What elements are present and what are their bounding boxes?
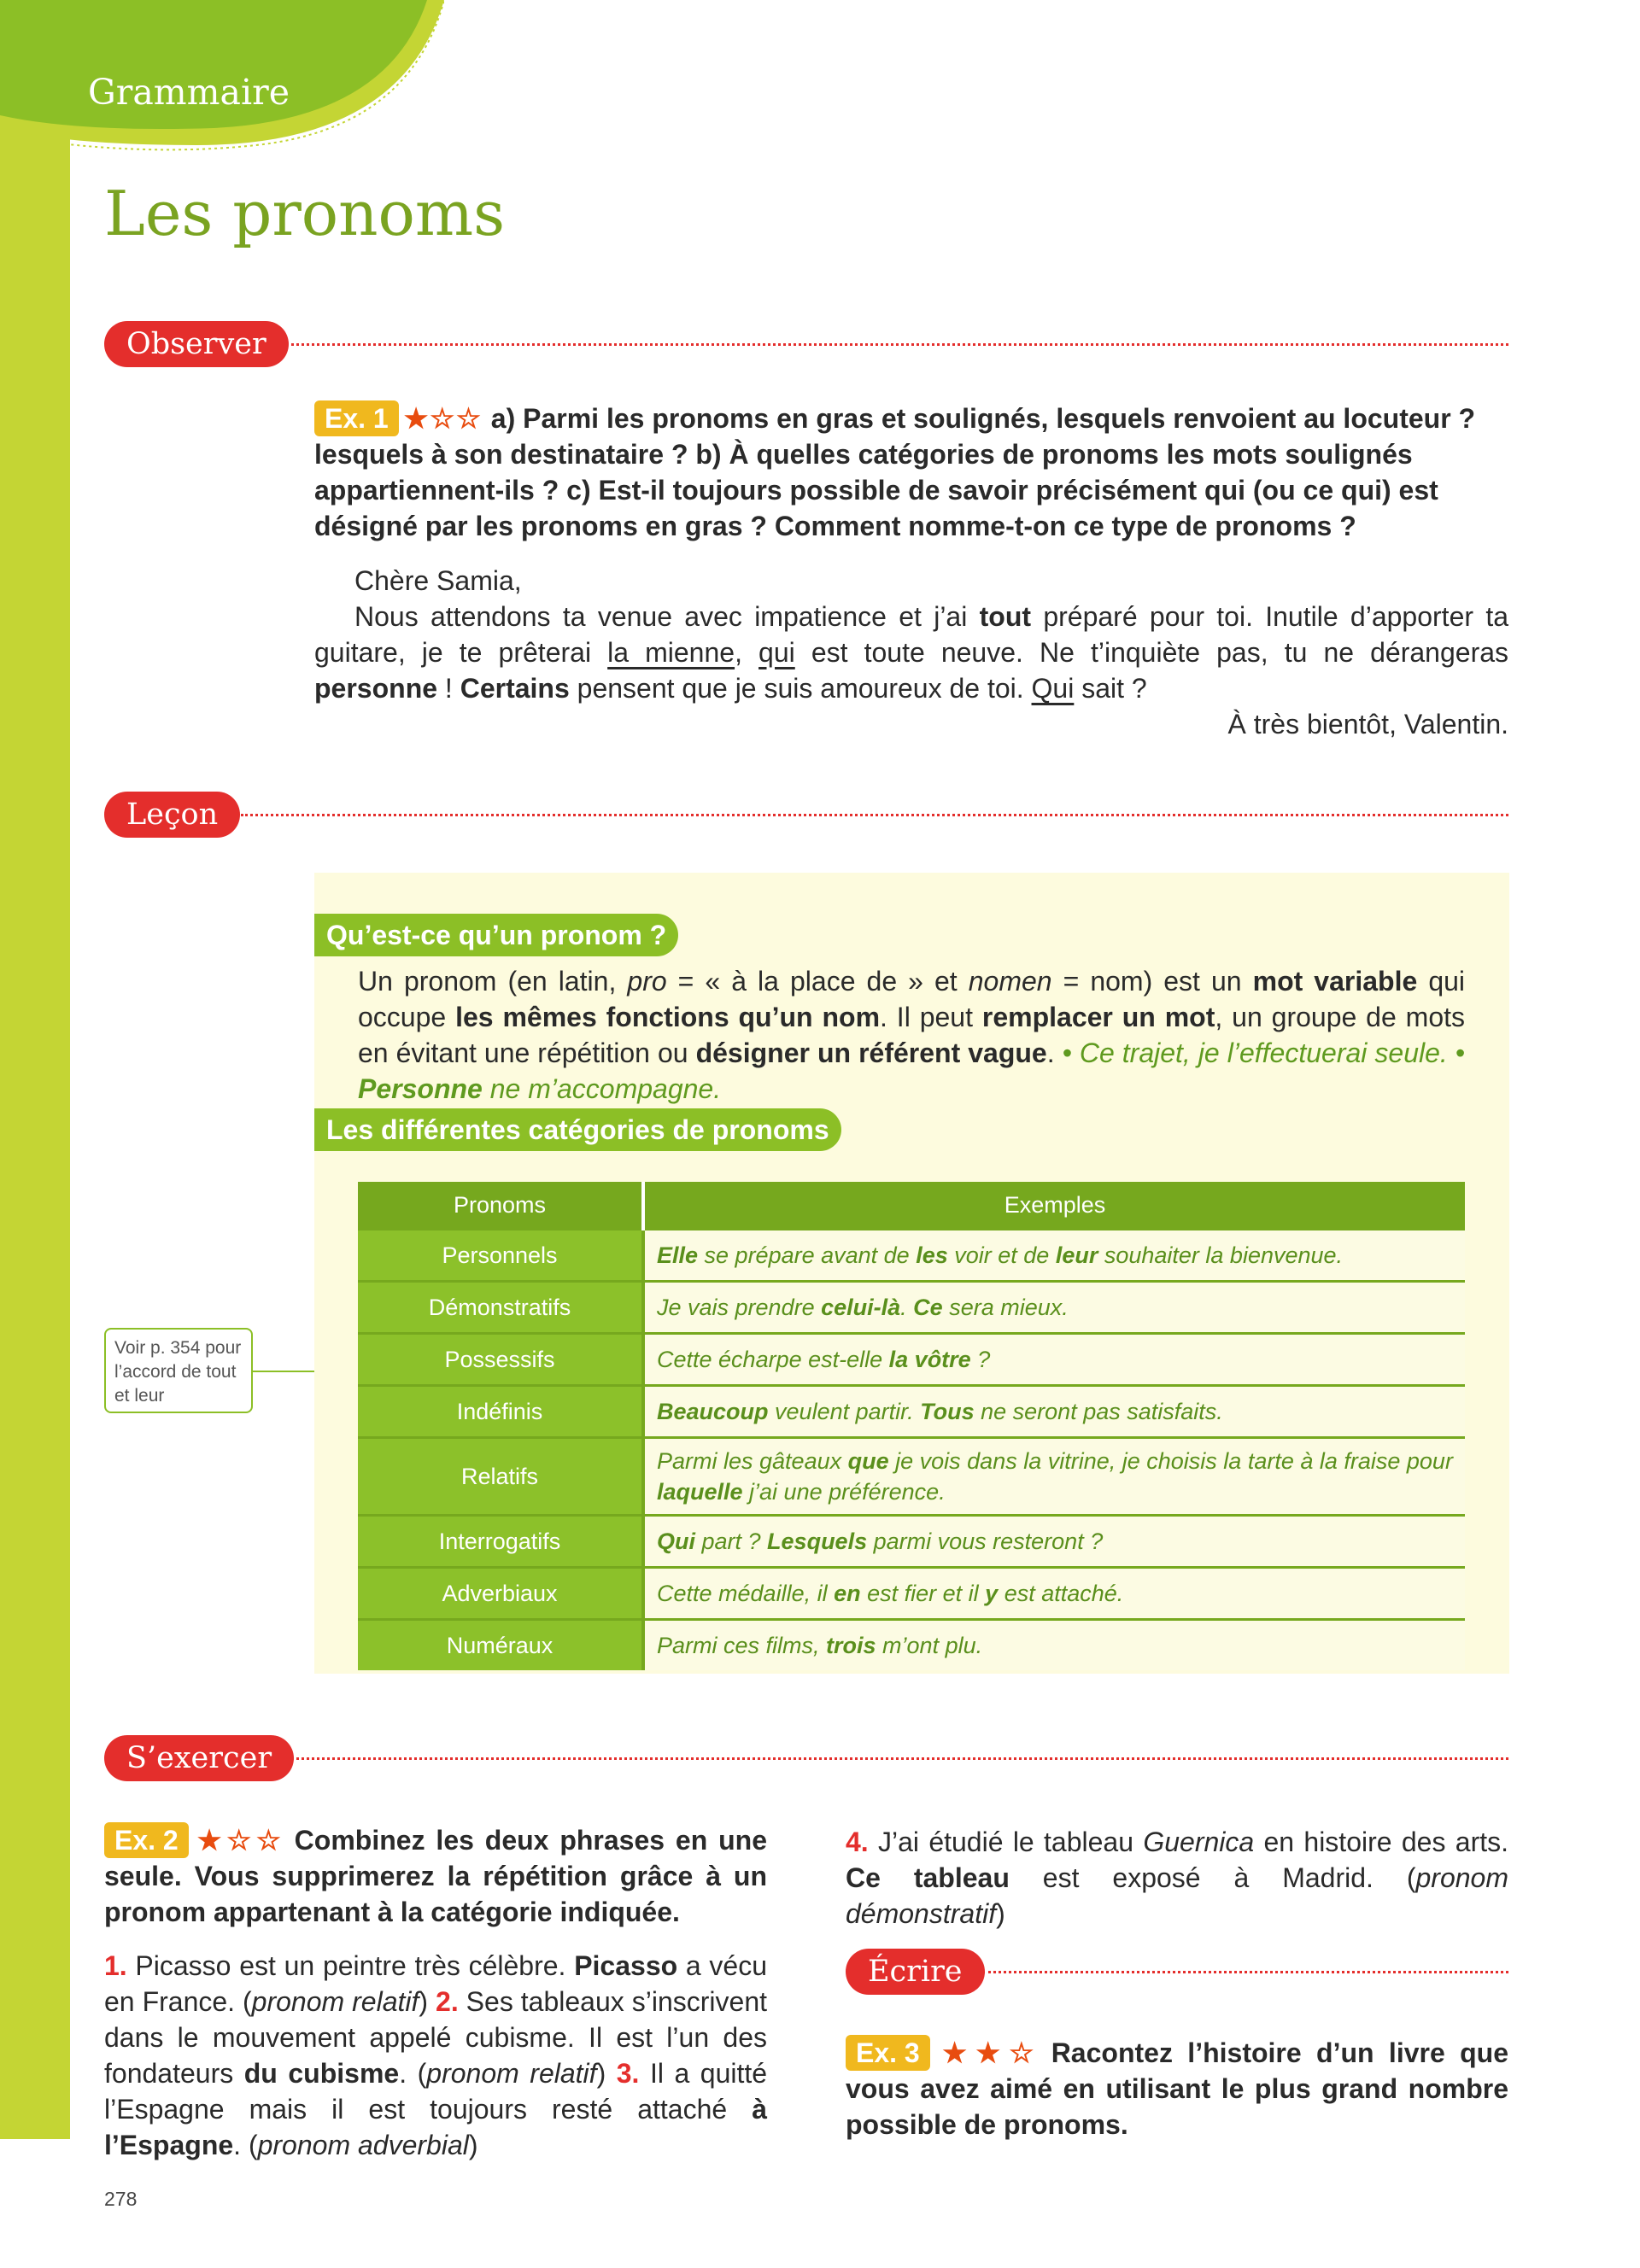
def-example-keyword: Personne [358, 1073, 483, 1104]
example-text: Je vais prendre [657, 1295, 822, 1320]
example-text: je vois dans la vitrine, je choisis la tarte à la fraise pour [888, 1448, 1453, 1474]
example-text: est fier et il [860, 1581, 986, 1606]
example-pronoun: la vôtre [888, 1347, 971, 1372]
def-latin: nomen [968, 966, 1052, 997]
item-keyword: Ce tableau [846, 1862, 1010, 1893]
item-text: J’ai étudié le tableau [868, 1827, 1144, 1857]
ex3-instructions: Racontez l’histoire d’un livre que vous avez aimé en utilisant le plus grand nombre possible de pronoms. [846, 2037, 1509, 2140]
ex1-instructions: a) Parmi les pronoms en gras et soulignés, lesquels renvoient au locuteur ? lesquels à son destinataire ? b) À quelles catégories de pronoms les mots soulignés appartiennent-ils ? c) Est-il toujours possible de savoir précisément qui (ou ce qui) est désigné par les pronoms en gras ? Comment nomme-t-on ce type de pronoms ? [314, 403, 1476, 541]
def-keyword: les mêmes fonctions qu’un nom [455, 1002, 881, 1032]
pronoun-category: Relatifs [358, 1438, 643, 1516]
item-text: Ses tableaux s’inscrivent dans le mouvement appelé cubisme. Il est l’un des fondateurs [104, 1986, 767, 2089]
letter-text: Nous attendons ta venue avec impatience et j’ai [354, 601, 980, 632]
pronoun-category: Possessifs [358, 1334, 643, 1386]
observer-divider [285, 343, 1508, 346]
def-keyword: désigner un référent vague [695, 1038, 1047, 1068]
ecrire-divider [982, 1971, 1508, 1973]
item-text: ) [419, 1986, 436, 2017]
item-text: ) [596, 2058, 617, 2089]
table-header-row [358, 1182, 1465, 1230]
item-title: Guernica [1143, 1827, 1255, 1857]
example-text: part ? [695, 1529, 768, 1554]
example-text: veulent partir. [768, 1399, 921, 1424]
item-hint: pronom relatif [251, 1986, 419, 2017]
item-text: . ( [233, 2130, 258, 2160]
pronoun-underlined: qui [758, 637, 795, 668]
pronoun-underlined: Qui [1031, 673, 1075, 704]
letter-text: sait ? [1074, 673, 1147, 704]
example-pronoun: les [916, 1242, 948, 1268]
example-text: j’ai une préférence. [742, 1479, 946, 1505]
item-number: 2. [436, 1986, 459, 2017]
section-label: Grammaire [88, 72, 290, 113]
example-text: voir et de [947, 1242, 1056, 1268]
pronoun-category: Interrogatifs [358, 1516, 643, 1568]
letter-text: est toute neuve. Ne t’inquiète pas, tu ne dérangeras [794, 637, 1509, 668]
item-text: ) [468, 2130, 478, 2160]
item-text: ) [996, 1898, 1005, 1929]
def-example: • Ce trajet, je l’effectuerai seule. [1054, 1038, 1448, 1068]
pronoun-example [643, 1438, 1465, 1516]
star-rating-icon: ★☆☆ [403, 403, 483, 434]
example-text: Parmi ces films, [657, 1633, 827, 1658]
def-keyword: mot variable [1252, 966, 1418, 997]
ex2-instructions: Combinez les deux phrases en une seule. Vous supprimerez la répétition grâce à un pronom appartenant à la catégorie indiquée. [104, 1825, 768, 1927]
item-text: en histoire des arts. [1254, 1827, 1509, 1857]
column-header-pronoms: Pronoms [358, 1182, 643, 1230]
def-text: qui occupe [358, 966, 1466, 1032]
example-pronoun: Beaucoup [657, 1399, 769, 1424]
table-row [358, 1334, 1465, 1386]
example-pronoun: celui-là [821, 1295, 901, 1320]
def-text: = nom) est un [1051, 966, 1253, 997]
pronoun-example [643, 1282, 1465, 1334]
pronoun-underlined: la mienne [607, 637, 735, 668]
letter-signature: À très bientôt, Valentin. [1227, 709, 1508, 739]
letter [314, 563, 1508, 742]
example-text: . [900, 1295, 914, 1320]
example-text: parmi vous resteront ? [867, 1529, 1104, 1554]
sidebar-band [0, 0, 70, 2139]
example-pronoun: Lesquels [767, 1529, 868, 1554]
ex3-badge: Ex. 3 [846, 2035, 930, 2071]
example-pronoun: que [847, 1448, 889, 1474]
def-latin: pro [627, 966, 667, 997]
item-number: 3. [616, 2058, 640, 2089]
item-hint: pronom relatif [426, 2058, 597, 2089]
example-text: m’ont plu. [876, 1633, 983, 1658]
pronoun-table [358, 1182, 1465, 1670]
item-text: Picasso est un peintre très célèbre. [126, 1950, 575, 1981]
star-rating-icon: ★★☆ [934, 2037, 1043, 2068]
pronoun-example [643, 1620, 1465, 1671]
table-row [358, 1568, 1465, 1620]
table-row [358, 1282, 1465, 1334]
def-example: • [1447, 1038, 1466, 1068]
item-text: . ( [399, 2058, 427, 2089]
exercise-2 [104, 1822, 767, 1930]
exercise-1 [314, 400, 1508, 544]
exercise-3 [846, 2035, 1508, 2142]
example-pronoun: en [834, 1581, 861, 1606]
item-keyword: Picasso [574, 1950, 678, 1981]
side-note: Voir p. 354 pour l’accord de tout et leur [104, 1328, 253, 1413]
letter-body [314, 599, 1508, 706]
example-text: se prépare avant de [698, 1242, 917, 1268]
example-pronoun: Ce [913, 1295, 943, 1320]
table-row [358, 1386, 1465, 1438]
def-text: . Il peut [880, 1002, 982, 1032]
pronoun-category: Personnels [358, 1230, 643, 1282]
star-rating-icon: ★☆☆ [193, 1825, 286, 1856]
lecon-pill: Leçon [104, 792, 240, 838]
def-text: , un groupe de mots en évitant une répétition ou [358, 1002, 1466, 1068]
example-pronoun: laquelle [657, 1479, 743, 1505]
ecrire-pill: Écrire [846, 1949, 985, 1995]
item-hint: pronom adverbial [257, 2130, 469, 2160]
def-text: Un pronom (en latin, [358, 966, 628, 997]
table-row [358, 1230, 1465, 1282]
side-note-connector [253, 1371, 314, 1372]
item-hint: pronom démonstratif [846, 1862, 1508, 1929]
lecon-divider [241, 814, 1508, 816]
definition-heading: Qu’est-ce qu’un pronom ? [314, 914, 678, 956]
item-keyword: du cubisme [243, 2058, 400, 2089]
table-row [358, 1438, 1465, 1516]
pronoun-example [643, 1568, 1465, 1620]
example-pronoun: y [985, 1581, 999, 1606]
pronoun-bold: personne [314, 673, 438, 704]
example-text: souhaiter la bienvenue. [1098, 1242, 1344, 1268]
pronoun-example [643, 1386, 1465, 1438]
pronoun-bold: Certains [460, 673, 570, 704]
example-pronoun: Tous [920, 1399, 975, 1424]
item-keyword: à l’Espagne [104, 2094, 767, 2160]
example-pronoun: Qui [657, 1529, 695, 1554]
pronoun-category: Démonstratifs [358, 1282, 643, 1334]
pronoun-example [643, 1516, 1465, 1568]
example-text: Parmi les gâteaux [657, 1448, 848, 1474]
pronoun-category: Numéraux [358, 1620, 643, 1671]
item-number: 1. [104, 1950, 127, 1981]
example-pronoun: Elle [657, 1242, 699, 1268]
pronoun-bold: tout [979, 601, 1032, 632]
example-pronoun: leur [1055, 1242, 1098, 1268]
def-keyword: remplacer un mot [981, 1002, 1215, 1032]
observer-pill: Observer [104, 321, 289, 367]
pronoun-example [643, 1334, 1465, 1386]
item-text: a vécu en France. ( [104, 1950, 768, 2017]
example-text: est attaché. [998, 1581, 1124, 1606]
pronoun-category: Adverbiaux [358, 1568, 643, 1620]
exercise-2-items [104, 1948, 767, 2163]
column-header-exemples: Exemples [643, 1182, 1465, 1230]
table-row [358, 1620, 1465, 1671]
letter-text: préparé pour toi. Inutile d’apporter ta guitare, je te prêterai [314, 601, 1509, 668]
ex2-badge: Ex. 2 [104, 1822, 189, 1858]
definition-text [358, 963, 1465, 1107]
example-text: sera mieux. [942, 1295, 1069, 1320]
table-row [358, 1516, 1465, 1568]
page-number: 278 [104, 2188, 138, 2210]
page-title: Les pronoms [104, 178, 506, 249]
letter-text: pensent que je suis amoureux de toi. [569, 673, 1032, 704]
pronoun-category: Indéfinis [358, 1386, 643, 1438]
item-text: Il a quitté l’Espagne mais il est toujours resté attaché [104, 2058, 768, 2125]
sexercer-divider [280, 1757, 1508, 1760]
table-body [358, 1230, 1465, 1671]
letter-text: ! [437, 673, 460, 704]
def-text: = « à la place de » et [666, 966, 969, 997]
item-number: 4. [846, 1827, 869, 1857]
example-text: Cette écharpe est-elle [657, 1347, 889, 1372]
letter-greeting: Chère Samia, [354, 565, 522, 596]
categories-heading: Les différentes catégories de pronoms [314, 1108, 841, 1151]
letter-text: , [735, 637, 759, 668]
item-text: est exposé à Madrid. ( [1009, 1862, 1416, 1893]
example-text: ? [970, 1347, 991, 1372]
exercise-2-item-4 [846, 1824, 1508, 1932]
example-text: Cette médaille, il [657, 1581, 835, 1606]
ex1-badge: Ex. 1 [314, 400, 399, 436]
pronoun-example [643, 1230, 1465, 1282]
example-text: ne seront pas satisfaits. [974, 1399, 1223, 1424]
def-text: . [1046, 1038, 1055, 1068]
def-example: ne m’accompagne. [482, 1073, 722, 1104]
example-pronoun: trois [826, 1633, 876, 1658]
sexercer-pill: S’exercer [104, 1735, 294, 1781]
